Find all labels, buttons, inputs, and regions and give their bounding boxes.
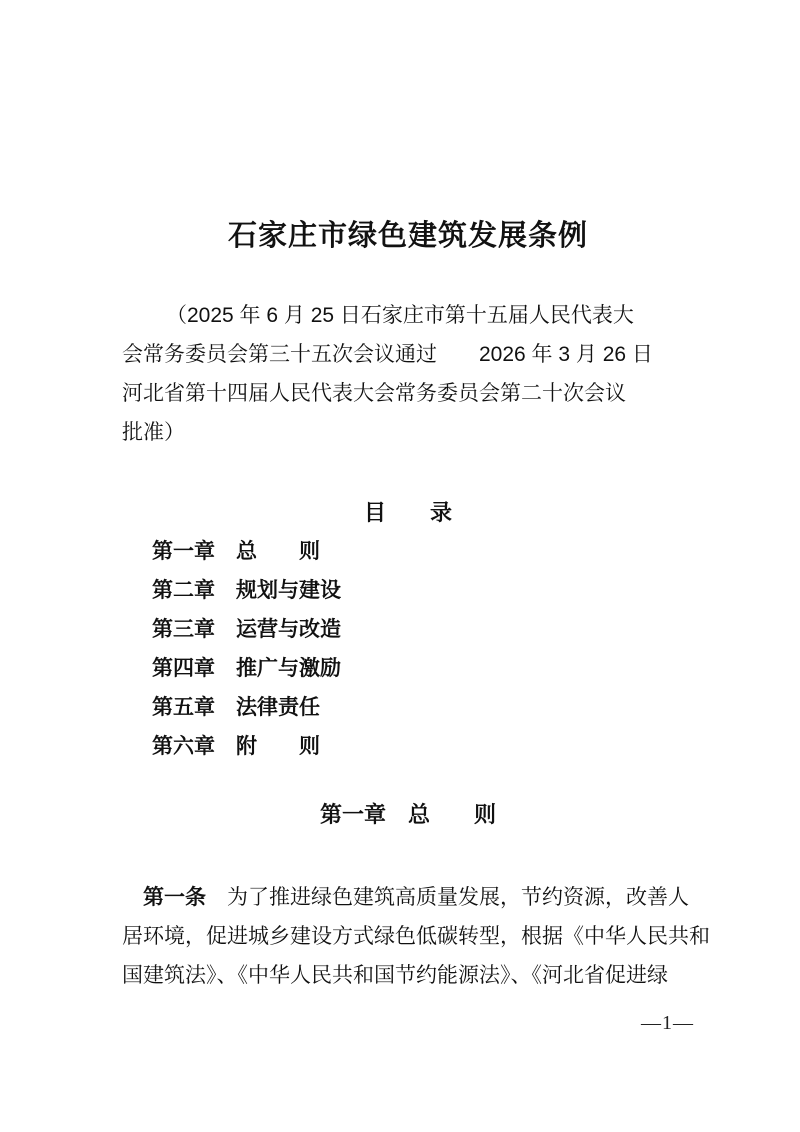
page-number: —1— <box>641 1012 694 1034</box>
article-1-line: 国建筑法》、《中华人民共和国节约能源法》、《河北省促进绿 <box>122 964 668 987</box>
article-1-number: 第一条 <box>143 886 206 909</box>
approval-note-line: 河北省第十四届人民代表大会常务委员会第二十次会议 <box>122 382 626 405</box>
toc-item-chapter-3: 第三章 运营与改造 <box>152 618 341 641</box>
chapter-1-heading: 第一章 总 则 <box>319 802 496 827</box>
toc-heading: 目 录 <box>363 500 452 525</box>
approval-note-line: 批准） <box>122 421 185 444</box>
toc-item-chapter-2: 第二章 规划与建设 <box>152 579 341 602</box>
article-1-text: 为了推进绿色建筑高质量发展，节约资源，改善人 <box>206 886 689 909</box>
article-1-line <box>122 878 694 917</box>
toc-item-chapter-5: 第五章 法律责任 <box>152 696 320 719</box>
approval-note-line: （2025 年 6 月 25 日石家庄市第十五届人民代表大 <box>166 304 634 327</box>
article-1-line: 居环境，促进城乡建设方式绿色低碳转型，根据《中华人民共和 <box>122 925 710 948</box>
approval-note <box>122 296 694 452</box>
article-1-paragraph <box>122 878 710 995</box>
toc-list <box>152 532 694 766</box>
toc-item-chapter-4: 第四章 推广与激励 <box>152 657 341 680</box>
document-title: 石家庄市绿色建筑发展条例 <box>227 220 588 252</box>
approval-note-line: 会常务委员会第三十五次会议通过 2026 年 3 月 26 日 <box>122 343 653 366</box>
toc-item-chapter-1: 第一章 总 则 <box>152 540 320 563</box>
toc-item-chapter-6: 第六章 附 则 <box>152 735 320 758</box>
